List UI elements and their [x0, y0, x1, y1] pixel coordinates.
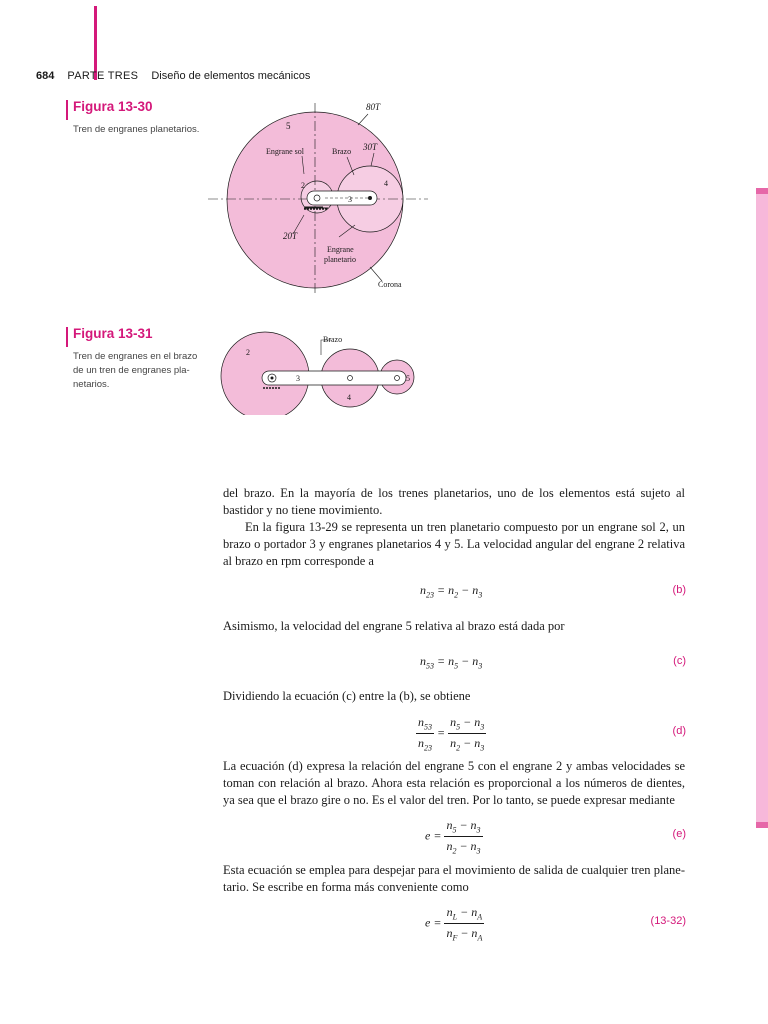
label-engrane-sol: Engrane sol [266, 147, 304, 156]
equation-d: $\frac{n_{53}}{n_{23}}$ = $\frac{n_5 - n_3}{n_2 - n_3}$ [418, 715, 485, 753]
figure-31-arm-gear-train [215, 325, 425, 415]
equation-b-tag: (b) [672, 584, 686, 596]
figure-30-label: Figura 13-30 [73, 99, 153, 114]
gear-5-pivot [395, 376, 400, 381]
side-tab-cap-top [756, 188, 768, 194]
header-rule [94, 6, 97, 80]
label-80T: 80T [366, 102, 381, 112]
label-20T: 20T [283, 231, 298, 241]
equation-c-tag: (c) [673, 655, 686, 667]
equation-13-32-tag: (13-32) [650, 915, 686, 927]
label-gear-4: 4 [347, 393, 351, 402]
label-brazo-31: Brazo [323, 335, 343, 344]
label-arm-3: 3 [296, 374, 300, 383]
equation-e: e = $\frac{n_5 - n_3}{n_2 - n_3}$ [425, 818, 481, 856]
paragraph-5: La ecuación (d) expresa la relación del engrane 5 con el engrane 2 y ambas velocidades se toman con relación al brazo. Ahora esta relación es proporcional a los números de dientes, ya sea que el brazo gire o no. Es el valor del tren. Por lo tanto, se puede expresar mediante [223, 759, 685, 807]
gear-4-pivot [348, 376, 353, 381]
figure-31-caption: Tren de engranes en el brazo de un tren de engranes pla-netarios. [73, 351, 198, 390]
equation-13-32: e = $\frac{n_L - n_A}{n_F - n_A}$ [425, 905, 483, 943]
side-tab-cap-bottom [756, 822, 768, 828]
label-planetario: planetario [324, 255, 356, 264]
paragraph-3: Asimismo, la velocidad del engrane 5 relativa al brazo está dada por [223, 619, 565, 633]
part-label: PARTE TRES [67, 70, 139, 82]
planet-pivot [368, 196, 372, 200]
equation-b: $n_{23} = n_2 - n_3$ [420, 583, 483, 600]
sun-pivot [314, 195, 320, 201]
equation-e-tag: (e) [672, 828, 686, 840]
label-brazo: Brazo [332, 147, 352, 156]
label-5: 5 [286, 121, 291, 131]
label-gear-2: 2 [246, 348, 250, 357]
label-3: 3 [348, 195, 352, 204]
paragraph-6: Esta ecuación se emplea para despejar para el movimiento de salida de cualquier tren plane-tario. Se escribe en forma más conveniente como [223, 863, 685, 894]
equation-c: $n_{53} = n_5 - n_3$ [420, 654, 483, 671]
figure-30-planetary-train [200, 95, 430, 295]
side-tab [756, 188, 768, 828]
equation-d-tag: (d) [672, 725, 686, 737]
figure-30-caption: Tren de engranes planetarios. [73, 124, 200, 135]
label-engrane: Engrane [327, 245, 354, 254]
chapter-title: Diseño de elementos mecánicos [151, 70, 311, 82]
caption-bar-31 [66, 327, 68, 347]
label-corona: Corona [378, 280, 402, 289]
caption-bar-30 [66, 100, 68, 120]
figure-31-label: Figura 13-31 [73, 326, 153, 341]
label-gear-5: 5 [406, 374, 410, 383]
running-header [36, 70, 310, 82]
page-number: 684 [36, 70, 55, 82]
label-4: 4 [384, 179, 388, 188]
label-2: 2 [301, 181, 305, 190]
arm-bar [262, 371, 406, 385]
paragraph-4: Dividiendo la ecuación (c) entre la (b), se obtiene [223, 689, 471, 703]
label-30T: 30T [363, 142, 378, 152]
paragraph-1: del brazo. En la mayoría de los trenes planetarios, uno de los elementos está sujeto al bastidor y no tiene movimiento. [223, 486, 685, 517]
paragraph-2: En la figura 13-29 se representa un tren planetario compuesto por un engrane sol 2, un brazo o portador 3 y engranes planetarios 4 y 5. La velocidad angular del engrane 2 relativa al brazo en rpm corresponde a [223, 520, 685, 568]
